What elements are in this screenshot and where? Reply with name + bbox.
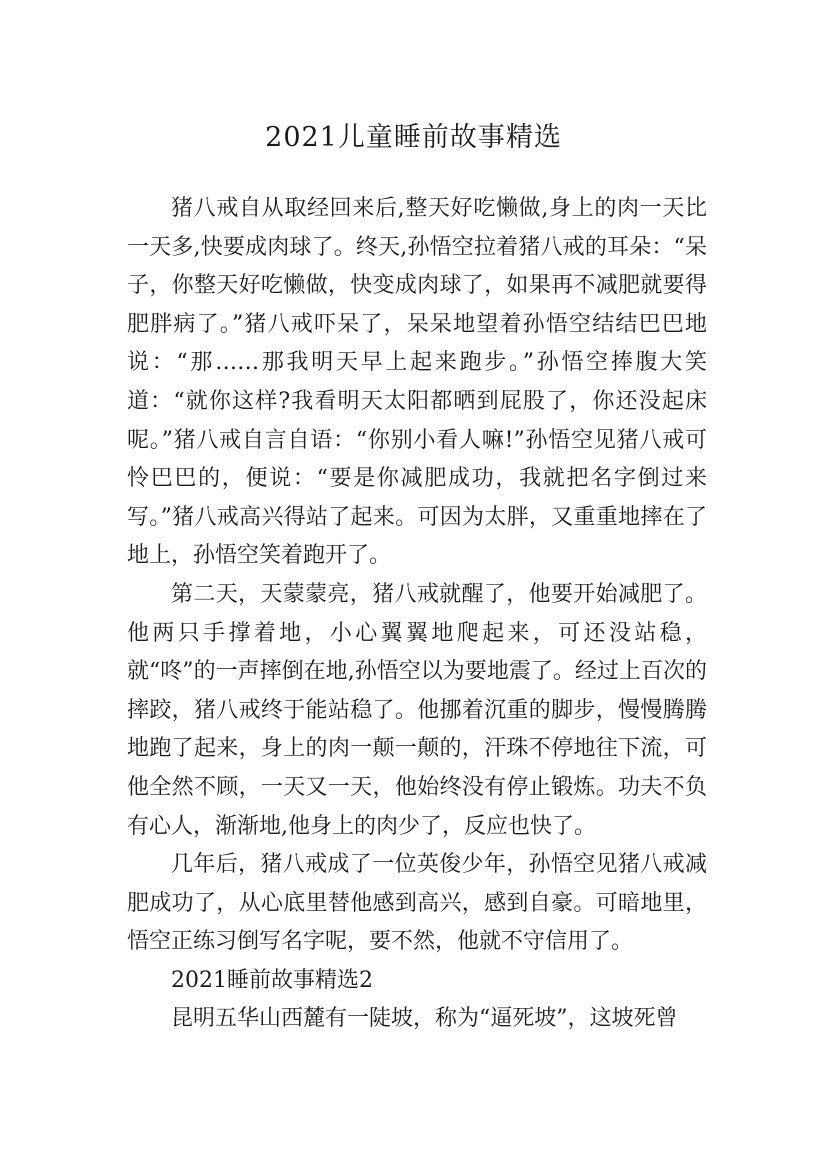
document-body <box>127 190 707 1039</box>
section-subheading: 2021睡前故事精选2 <box>171 967 373 993</box>
page-title: 2021儿童睡前故事精选 <box>265 122 562 154</box>
paragraph-3: 几年后，猪八戒成了一位英俊少年，孙悟空见猪八戒减肥成功了，从心底里替他感到高兴，感到自豪。可暗地里，悟空正练习倒写名字呢，要不然，他就不守信用了。 <box>127 852 707 955</box>
paragraph-1: 猪八戒自从取经回来后,整天好吃懒做,身上的肉一天比一天多,快要成肉球了。终天,孙悟空拉着猪八戒的耳朵：“呆子，你整天好吃懒做，快变成肉球了，如果再不减肥就要得肥胖病了。”猪八戒吓呆了，呆呆地望着孙悟空结结巴巴地说：“那……那我明天早上起来跑步。”孙悟空捧腹大笑道：“就你这样?我看明天太阳都晒到屁股了，你还没起床呢。”猪八戒自言自语：“你别小看人嘛!”孙悟空见猪八戒可怜巴巴的，便说：“要是你减肥成功，我就把名字倒过来写。”猪八戒高兴得站了起来。可因为太胖，又重重地摔在了地上，孙悟空笑着跑开了。 <box>127 196 707 569</box>
paragraph-4: 昆明五华山西麓有一陡坡，称为“逼死坡”，这坡死曾 <box>171 1006 678 1032</box>
paragraph-2: 第二天，天蒙蒙亮，猪八戒就醒了，他要开始减肥了。他两只手撑着地，小心翼翼地爬起来，可还没站稳，就“咚”的一声摔倒在地,孙悟空以为要地震了。经过上百次的摔跤，猪八戒终于能站稳了。他挪着沉重的脚步，慢慢腾腾地跑了起来，身上的肉一颠一颠的，汗珠不停地往下流，可他全然不顾，一天又一天，他始终没有停止锻炼。功夫不负有心人，渐渐地,他身上的肉少了，反应也快了。 <box>127 581 707 839</box>
